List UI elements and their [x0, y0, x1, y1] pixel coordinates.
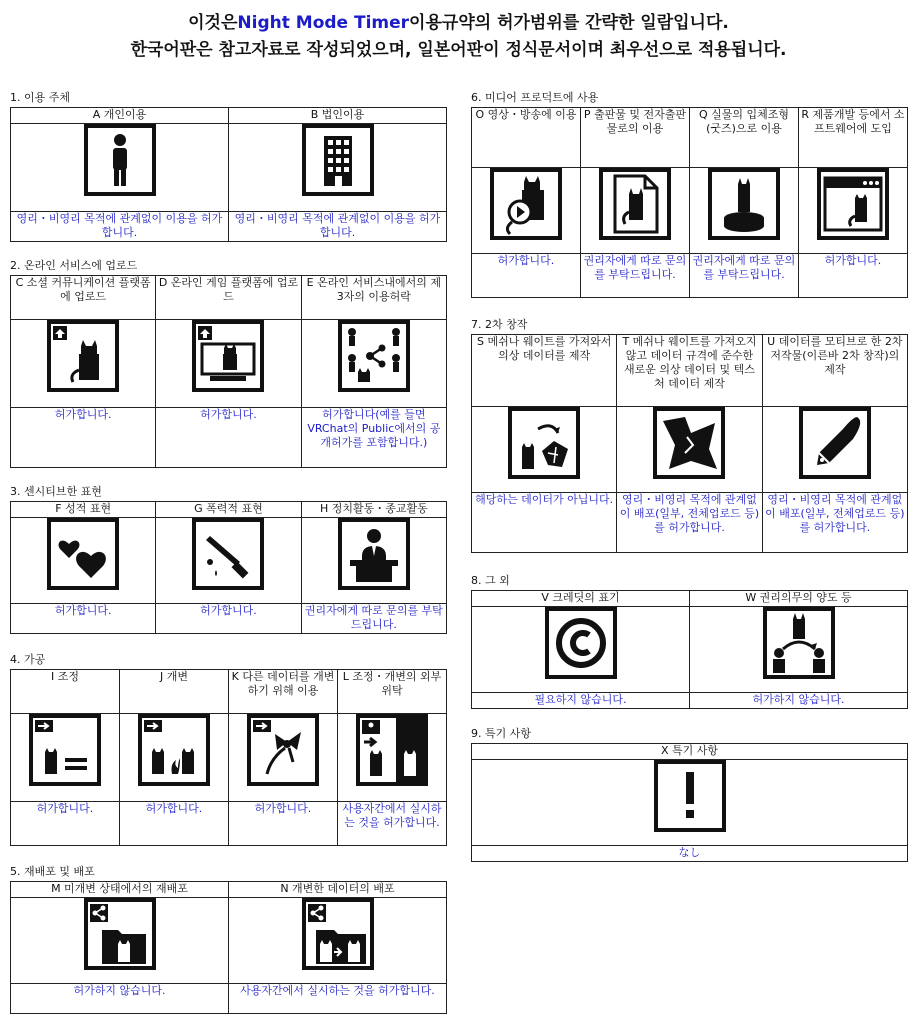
- item-head-t: T 메쉬나 웨이트를 가져오지 않고 데이터 규격에 준수한 새로운 의상 데이터 및 텍스처 데이터 제작: [617, 335, 762, 407]
- item-foot-r: 허가합니다.: [799, 254, 908, 298]
- item-head-c: C 소셜 커뮤니케이션 플랫폼에 업로드: [11, 276, 156, 320]
- section-9: [471, 725, 908, 862]
- item-head-d: D 온라인 게임 플랫폼에 업로드: [156, 276, 301, 320]
- item-foot-k: 허가합니다.: [229, 802, 338, 846]
- item-head-o: O 영상・방송에 이용: [472, 108, 581, 168]
- item-head-l: L 조정・개변의 외부위탁: [338, 670, 447, 714]
- item-head-n: N 개변한 데이터의 배포: [229, 882, 447, 898]
- adjust-icon: [29, 714, 101, 786]
- item-foot-t: 영리・비영리 목적에 관계없이 배포(일부, 전체업로드 등)를 허가합니다.: [617, 493, 762, 553]
- item-head-a: A 개인이용: [11, 108, 229, 124]
- permission-table: [10, 501, 447, 634]
- item-foot-i: 허가합니다.: [11, 802, 120, 846]
- permission-table: [471, 590, 908, 709]
- permission-table: [10, 881, 447, 1014]
- item-head-x: X 특기 사항: [472, 744, 908, 760]
- item-head-j: J 개변: [120, 670, 229, 714]
- ribbon-icon: [247, 714, 319, 786]
- knife-icon: [192, 518, 264, 590]
- section-title: 3. 센시티브한 표현: [10, 485, 102, 498]
- item-foot-x: なし: [472, 846, 908, 862]
- document-cat-icon: [599, 168, 671, 240]
- item-foot-n: 사용자간에서 실시하는 것을 허가합니다.: [229, 984, 447, 1014]
- item-foot-v: 필요하지 않습니다.: [472, 693, 690, 709]
- item-foot-g: 허가합니다.: [156, 604, 301, 634]
- section-title: 5. 재배포 및 배포: [10, 865, 95, 878]
- upload-cat-icon: [47, 320, 119, 392]
- section-title: 1. 이용 주체: [10, 91, 70, 104]
- cloth-icon: [653, 407, 725, 479]
- item-head-i: I 조정: [11, 670, 120, 714]
- building-icon: [302, 124, 374, 196]
- item-foot-h: 권리자에게 따로 문의를 부탁드립니다.: [301, 604, 446, 634]
- video-cat-icon: [490, 168, 562, 240]
- item-foot-s: 해당하는 데이터가 아닙니다.: [472, 493, 617, 553]
- item-head-b: B 법인이용: [229, 108, 447, 124]
- person-icon: [84, 124, 156, 196]
- item-foot-e: 허가합니다(예를 들면 VRChat의 Public에서의 공개허가를 포함합니다.): [301, 408, 446, 468]
- section-3: [10, 483, 447, 634]
- item-foot-o: 허가합니다.: [472, 254, 581, 298]
- item-head-r: R 제품개발 등에서 소프트웨어에 도입: [799, 108, 908, 168]
- section-title: 9. 특기 사항: [471, 727, 531, 740]
- item-foot-c: 허가합니다.: [11, 408, 156, 468]
- page-subtitle: 한국어판은 참고자료로 작성되었으며, 일본어판이 정식문서이며 최우선으로 적용됩니다.: [130, 40, 787, 60]
- section-title: 2. 온라인 서비스에 업로드: [10, 259, 138, 272]
- item-head-k: K 다른 데이터를 개변하기 위해 이용: [229, 670, 338, 714]
- section-1: [10, 89, 447, 242]
- software-icon: [817, 168, 889, 240]
- mesh-icon: [508, 407, 580, 479]
- item-head-v: V 크레딧의 표기: [472, 591, 690, 607]
- app-name: Night Mode Timer: [237, 13, 410, 33]
- pen-icon: [799, 407, 871, 479]
- modify-icon: [138, 714, 210, 786]
- item-foot-f: 허가합니다.: [11, 604, 156, 634]
- share-folder-icon: [84, 898, 156, 970]
- section-7: [471, 316, 908, 553]
- permission-table: [471, 334, 908, 553]
- item-foot-d: 허가합니다.: [156, 408, 301, 468]
- permission-table: [10, 107, 447, 242]
- item-head-f: F 성적 표현: [11, 502, 156, 518]
- exclamation-icon: [654, 760, 726, 832]
- item-head-e: E 온라인 서비스내에서의 제 3자의 이용허락: [301, 276, 446, 320]
- title-prefix: 이것은: [188, 13, 238, 33]
- item-foot-a: 영리・비영리 목적에 관계없이 이용을 허가합니다.: [11, 212, 229, 242]
- item-foot-q: 권리자에게 따로 문의를 부탁드립니다.: [690, 254, 799, 298]
- outsource-icon: [356, 714, 428, 786]
- permission-table: [471, 743, 908, 862]
- item-head-w: W 권리의무의 양도 등: [690, 591, 908, 607]
- section-5: [10, 863, 447, 1014]
- item-foot-l: 사용자간에서 실시하는 것을 허가합니다.: [338, 802, 447, 846]
- section-title: 7. 2차 창작: [471, 318, 528, 331]
- item-foot-u: 영리・비영리 목적에 관계없이 배포(일부, 전체업로드 등)를 허가합니다.: [762, 493, 907, 553]
- section-title: 6. 미디어 프로덕트에 사용: [471, 91, 599, 104]
- section-2: [10, 257, 447, 468]
- item-head-s: S 메쉬나 웨이트를 가져와서 의상 데이터를 제작: [472, 335, 617, 407]
- copyright-icon: [545, 607, 617, 679]
- item-foot-b: 영리・비영리 목적에 관계없이 이용을 허가합니다.: [229, 212, 447, 242]
- item-foot-m: 허가하지 않습니다.: [11, 984, 229, 1014]
- share-modified-icon: [302, 898, 374, 970]
- podium-icon: [338, 518, 410, 590]
- item-head-u: U 데이터를 모티브로 한 2차 저작물(이른바 2차 창작)의 제작: [762, 335, 907, 407]
- share-people-icon: [338, 320, 410, 392]
- permission-table: [10, 275, 447, 468]
- item-head-p: P 출판물 및 전자출판물로의 이용: [581, 108, 690, 168]
- section-8: [471, 572, 908, 709]
- section-4: [10, 651, 447, 846]
- section-6: [471, 89, 908, 298]
- page-title: [0, 8, 917, 33]
- figure-icon: [708, 168, 780, 240]
- item-head-g: G 폭력적 표현: [156, 502, 301, 518]
- item-foot-w: 허가하지 않습니다.: [690, 693, 908, 709]
- permission-table: [10, 669, 447, 846]
- item-foot-j: 허가합니다.: [120, 802, 229, 846]
- hearts-icon: [47, 518, 119, 590]
- item-head-m: M 미개변 상태에서의 재배포: [11, 882, 229, 898]
- permission-table: [471, 107, 908, 298]
- section-title: 8. 그 외: [471, 574, 510, 587]
- item-head-q: Q 실물의 입체조형(굿즈)으로 이용: [690, 108, 799, 168]
- title-suffix: 이용규약의 허가범위를 간략한 일람입니다.: [409, 13, 729, 33]
- item-foot-p: 권리자에게 따로 문의를 부탁드립니다.: [581, 254, 690, 298]
- section-title: 4. 가공: [10, 653, 46, 666]
- upload-monitor-cat-icon: [192, 320, 264, 392]
- transfer-icon: [763, 607, 835, 679]
- item-head-h: H 정치활동・종교활동: [301, 502, 446, 518]
